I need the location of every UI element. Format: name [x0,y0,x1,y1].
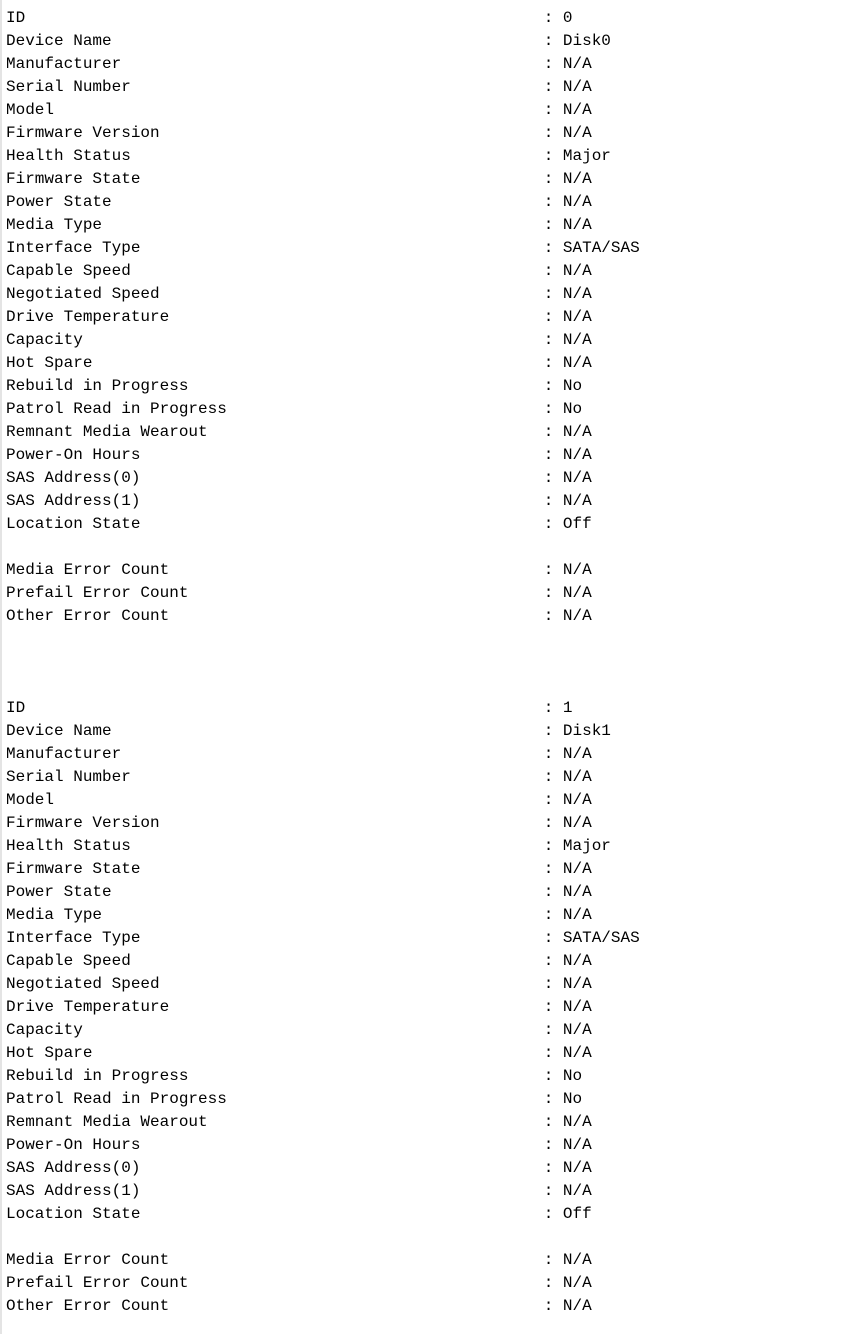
colon-separator: : [543,308,554,326]
field-value: N/A [562,1136,592,1154]
field-label: Capable Speed [6,262,131,280]
field-row [6,7,852,30]
field-value: N/A [562,768,592,786]
colon-separator: : [543,1044,554,1062]
field-label: Health Status [6,837,131,855]
field-label: Media Error Count [6,561,170,579]
colon-separator: : [543,561,554,579]
field-row [6,1203,852,1226]
field-value: N/A [562,1021,592,1039]
field-value: N/A [562,1251,592,1269]
field-label: Prefail Error Count [6,584,189,602]
field-value: N/A [562,170,592,188]
field-value: Off [562,1205,592,1223]
colon-separator: : [543,1021,554,1039]
field-label: Capacity [6,331,83,349]
field-label: Device Name [6,32,112,50]
field-value: 1 [562,699,573,717]
field-row [6,1088,852,1111]
field-value: N/A [562,285,592,303]
field-value: N/A [562,791,592,809]
field-value: Off [562,515,592,533]
field-label: Power State [6,883,112,901]
field-row [6,191,852,214]
field-label: Other Error Count [6,1297,170,1315]
colon-separator: : [543,860,554,878]
colon-separator: : [543,1297,554,1315]
field-row [6,904,852,927]
colon-separator: : [543,1182,554,1200]
field-label: Patrol Read in Progress [6,400,227,418]
colon-separator: : [543,32,554,50]
colon-separator: : [543,1159,554,1177]
field-value: Disk1 [562,722,611,740]
colon-separator: : [543,400,554,418]
field-label: Capacity [6,1021,83,1039]
field-row [6,145,852,168]
colon-separator: : [543,607,554,625]
field-value: N/A [562,492,592,510]
colon-separator: : [543,78,554,96]
field-value: N/A [562,124,592,142]
field-row [6,927,852,950]
field-row [6,697,852,720]
field-label: ID [6,699,26,717]
field-label: Firmware State [6,170,141,188]
field-label: Media Error Count [6,1251,170,1269]
field-row [6,950,852,973]
field-label: Serial Number [6,78,131,96]
field-row [6,1134,852,1157]
colon-separator: : [543,998,554,1016]
colon-separator: : [543,791,554,809]
field-label: Negotiated Speed [6,975,160,993]
field-row [6,444,852,467]
field-label: Drive Temperature [6,998,170,1016]
field-row [6,1042,852,1065]
field-row [6,789,852,812]
colon-separator: : [543,469,554,487]
field-label: Drive Temperature [6,308,170,326]
field-value: N/A [562,55,592,73]
colon-separator: : [543,1205,554,1223]
colon-separator: : [543,9,554,27]
colon-separator: : [543,745,554,763]
field-label: SAS Address(1) [6,492,141,510]
colon-separator: : [543,1067,554,1085]
field-value: SATA/SAS [562,239,640,257]
field-row [6,467,852,490]
device-info-block [6,7,852,628]
field-row [6,421,852,444]
colon-separator: : [543,170,554,188]
field-value: Major [562,147,611,165]
field-label: Patrol Read in Progress [6,1090,227,1108]
field-value: 0 [562,9,573,27]
colon-separator: : [543,285,554,303]
field-value: No [562,377,583,395]
field-value: N/A [562,1159,592,1177]
colon-separator: : [543,147,554,165]
colon-separator: : [543,101,554,119]
field-value: N/A [562,193,592,211]
colon-separator: : [543,906,554,924]
field-row [6,306,852,329]
colon-separator: : [543,814,554,832]
field-label: SAS Address(0) [6,469,141,487]
field-row [6,835,852,858]
field-value: N/A [562,561,592,579]
field-label: Hot Spare [6,354,93,372]
colon-separator: : [543,446,554,464]
colon-separator: : [543,1274,554,1292]
field-label: Model [6,101,55,119]
field-row [6,766,852,789]
field-row [6,398,852,421]
field-label: Interface Type [6,239,141,257]
field-row [6,122,852,145]
colon-separator: : [543,768,554,786]
field-label: Remnant Media Wearout [6,423,208,441]
field-label: Manufacturer [6,55,122,73]
field-value: Major [562,837,611,855]
field-label: Firmware Version [6,124,160,142]
field-row [6,1157,852,1180]
colon-separator: : [543,722,554,740]
field-value: N/A [562,860,592,878]
field-label: Firmware Version [6,814,160,832]
colon-separator: : [543,1136,554,1154]
field-row [6,375,852,398]
field-value: N/A [562,745,592,763]
colon-separator: : [543,193,554,211]
colon-separator: : [543,837,554,855]
field-label: Rebuild in Progress [6,1067,189,1085]
colon-separator: : [543,423,554,441]
field-row [6,352,852,375]
device-block-gap [6,628,852,697]
field-label: Serial Number [6,768,131,786]
device-info-block [6,697,852,1318]
field-value: No [562,1067,583,1085]
field-value: N/A [562,607,592,625]
field-label: Hot Spare [6,1044,93,1062]
colon-separator: : [543,1113,554,1131]
field-row [6,858,852,881]
field-value: N/A [562,354,592,372]
field-value: N/A [562,883,592,901]
field-row [6,76,852,99]
colon-separator: : [543,699,554,717]
blank-line [6,536,852,559]
field-label: Remnant Media Wearout [6,1113,208,1131]
field-value: N/A [562,216,592,234]
field-row [6,973,852,996]
field-label: Rebuild in Progress [6,377,189,395]
colon-separator: : [543,55,554,73]
field-row [6,237,852,260]
field-row [6,490,852,513]
field-label: Other Error Count [6,607,170,625]
field-value: N/A [562,423,592,441]
field-label: ID [6,9,26,27]
colon-separator: : [543,216,554,234]
field-value: No [562,1090,583,1108]
field-value: N/A [562,308,592,326]
field-value: N/A [562,262,592,280]
field-label: Location State [6,515,141,533]
colon-separator: : [543,975,554,993]
field-row [6,513,852,536]
field-value: N/A [562,906,592,924]
field-value: SATA/SAS [562,929,640,947]
field-value: N/A [562,1113,592,1131]
field-value: N/A [562,469,592,487]
field-label: Media Type [6,216,103,234]
colon-separator: : [543,1251,554,1269]
colon-separator: : [543,515,554,533]
colon-separator: : [543,239,554,257]
field-label: Model [6,791,55,809]
colon-separator: : [543,883,554,901]
error-count-row [6,1295,852,1318]
field-value: N/A [562,331,592,349]
field-value: N/A [562,1274,592,1292]
colon-separator: : [543,952,554,970]
console-output [2,0,852,1318]
field-label: Media Type [6,906,103,924]
field-row [6,329,852,352]
field-label: Device Name [6,722,112,740]
field-value: N/A [562,975,592,993]
field-row [6,812,852,835]
field-value: N/A [562,814,592,832]
colon-separator: : [543,377,554,395]
colon-separator: : [543,492,554,510]
field-label: Health Status [6,147,131,165]
field-label: SAS Address(0) [6,1159,141,1177]
error-count-row [6,605,852,628]
field-row [6,881,852,904]
field-value: N/A [562,78,592,96]
field-value: N/A [562,584,592,602]
field-label: Capable Speed [6,952,131,970]
colon-separator: : [543,584,554,602]
colon-separator: : [543,929,554,947]
field-label: Manufacturer [6,745,122,763]
field-label: Prefail Error Count [6,1274,189,1292]
field-label: Power State [6,193,112,211]
field-value: N/A [562,1297,592,1315]
field-label: SAS Address(1) [6,1182,141,1200]
field-value: N/A [562,1044,592,1062]
field-row [6,1180,852,1203]
field-row [6,996,852,1019]
field-row [6,53,852,76]
field-row [6,99,852,122]
field-value: N/A [562,101,592,119]
colon-separator: : [543,354,554,372]
field-row [6,720,852,743]
error-count-row [6,559,852,582]
field-label: Power-On Hours [6,1136,141,1154]
field-value: No [562,400,583,418]
field-row [6,1065,852,1088]
field-label: Firmware State [6,860,141,878]
field-label: Location State [6,1205,141,1223]
field-row [6,1111,852,1134]
field-row [6,214,852,237]
field-value: N/A [562,998,592,1016]
field-label: Power-On Hours [6,446,141,464]
field-value: Disk0 [562,32,611,50]
field-row [6,743,852,766]
field-value: N/A [562,446,592,464]
field-row [6,260,852,283]
colon-separator: : [543,1090,554,1108]
colon-separator: : [543,124,554,142]
field-row [6,1019,852,1042]
colon-separator: : [543,331,554,349]
field-row [6,168,852,191]
error-count-row [6,1249,852,1272]
colon-separator: : [543,262,554,280]
error-count-row [6,582,852,605]
field-label: Negotiated Speed [6,285,160,303]
error-count-row [6,1272,852,1295]
field-row [6,283,852,306]
field-value: N/A [562,952,592,970]
field-row [6,30,852,53]
blank-line [6,1226,852,1249]
field-label: Interface Type [6,929,141,947]
field-value: N/A [562,1182,592,1200]
